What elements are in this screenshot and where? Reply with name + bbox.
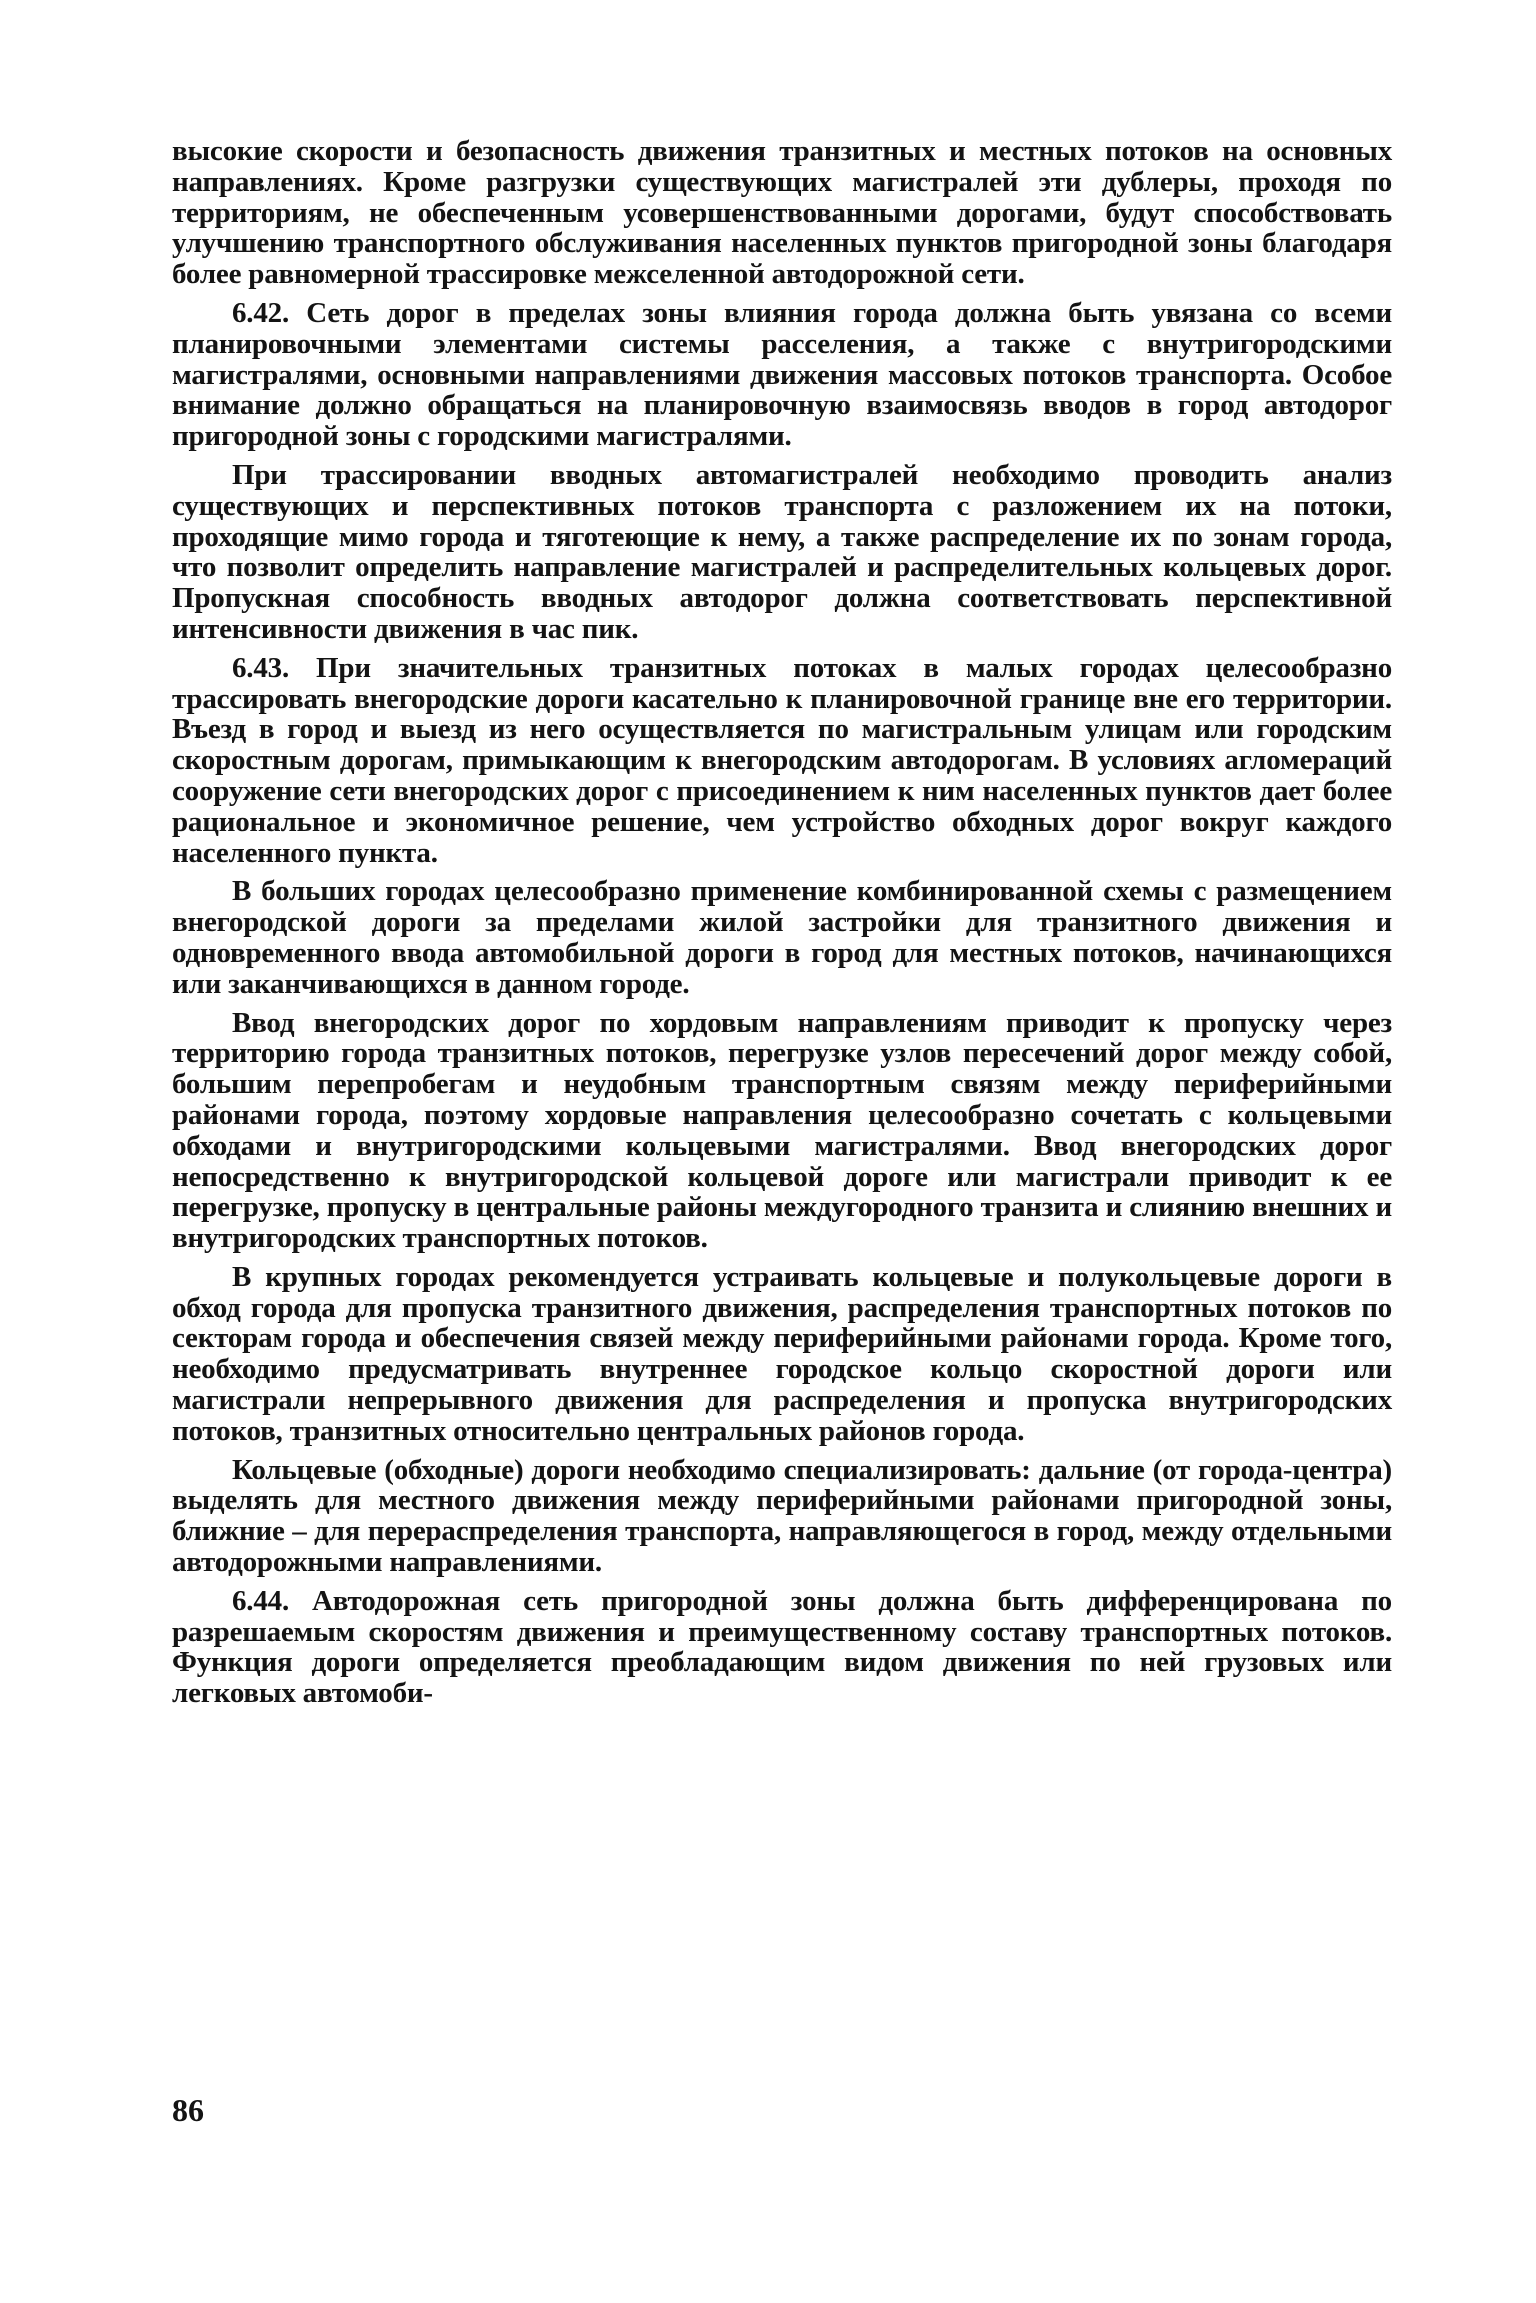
paragraph-3: При трассировании вводных автомагистралей необходимо проводить анализ существующих и перспективных потоков транспорта с разложением их на потоки, проходящие мимо города и тяготеющие к нему, а также распределение их по зонам города, что позволит определить направление магистралей и распределительных кольцевых дорог. Пропускная способность вводных автодорог должна соответствовать перспективной интенсивности движения в час пик. — [172, 458, 1392, 645]
paragraph-8: Кольцевые (обходные) дороги необходимо специализировать: дальние (от города-центра) выделять для местного движения между периферийными районами пригородной зоны, ближние – для перераспределения транспорта, направляющегося в город, между отдельными автодорожными направлениями. — [172, 1453, 1392, 1579]
page-number: 86 — [172, 2092, 204, 2128]
page-body — [172, 136, 1392, 1717]
paragraph-4: 6.43. При значительных транзитных потоках в малых городах целесообразно трассировать внегородские дороги касательно к планировочной границе вне его территории. Въезд в город и выезд из него осуществляется по магистральным улицам или городским скоростным дорогам, примыкающим к внегородским автодорогам. В условиях агломераций сооружение сети внегородских дорог с присоединением к ним населенных пунктов дает более рациональное и экономичное решение, чем устройство обходных дорог вокруг каждого населенного пункта. — [172, 651, 1392, 869]
paragraph-5: В больших городах целесообразно применение комбинированной схемы с размещением внегородской дороги за пределами жилой застройки для транзитного движения и одновременного ввода автомобильной дороги в город для местных потоков, начинающихся или заканчивающихся в данном городе. — [172, 875, 1392, 1000]
paragraph-1: высокие скорости и безопасность движения транзитных и местных потоков на основных направлениях. Кроме разгрузки существующих магистралей эти дублеры, проходя по территориям, не обеспеченным усовершенствованными дорогами, будут способствовать улучшению транспортного обслуживания населенных пунктов пригородной зоны благодаря более равномерной трассировке межселенной автодорожной сети. — [172, 135, 1392, 291]
paragraph-9: 6.44. Автодорожная сеть пригородной зоны должна быть дифференцирована по разрешаемым скоростям движения и преимущественному составу транспортных потоков. Функция дороги определяется преобладающим видом движения по ней грузовых или легковых автомоби- — [172, 1584, 1392, 1710]
paragraph-7: В крупных городах рекомендуется устраивать кольцевые и полукольцевые дороги в обход города для пропуска транзитного движения, распределения транспортных потоков по секторам города и обеспечения связей между периферийными районами города. Кроме того, необходимо предусматривать внутреннее городское кольцо скоростной дороги или магистрали непрерывного движения для распределения и пропуска внутригородских потоков, транзитных относительно центральных районов города. — [172, 1260, 1392, 1447]
paragraph-6: Ввод внегородских дорог по хордовым направлениям приводит к пропуску через территорию города транзитных потоков, перегрузке узлов пересечений дорог между собой, большим перепробегам и неудобным транспортным связям между периферийными районами города, поэтому хордовые направления целесообразно сочетать с кольцевыми обходами и внутригородскими кольцевыми магистралями. Ввод внегородских дорог непосредственно к внутригородской кольцевой дороге или магистрали приводит к ее перегрузке, пропуску в центральные районы междугородного транзита и слиянию внешних и внутригородских транспортных потоков. — [172, 1006, 1392, 1255]
paragraph-2: 6.42. Сеть дорог в пределах зоны влияния города должна быть увязана со всеми планировочными элементами системы расселения, а также с внутригородскими магистралями, основными направлениями движения массовых потоков транспорта. Особое внимание должно обращаться на планировочную взаимосвязь вводов в город автодорог пригородной зоны с городскими магистралями. — [172, 296, 1392, 453]
